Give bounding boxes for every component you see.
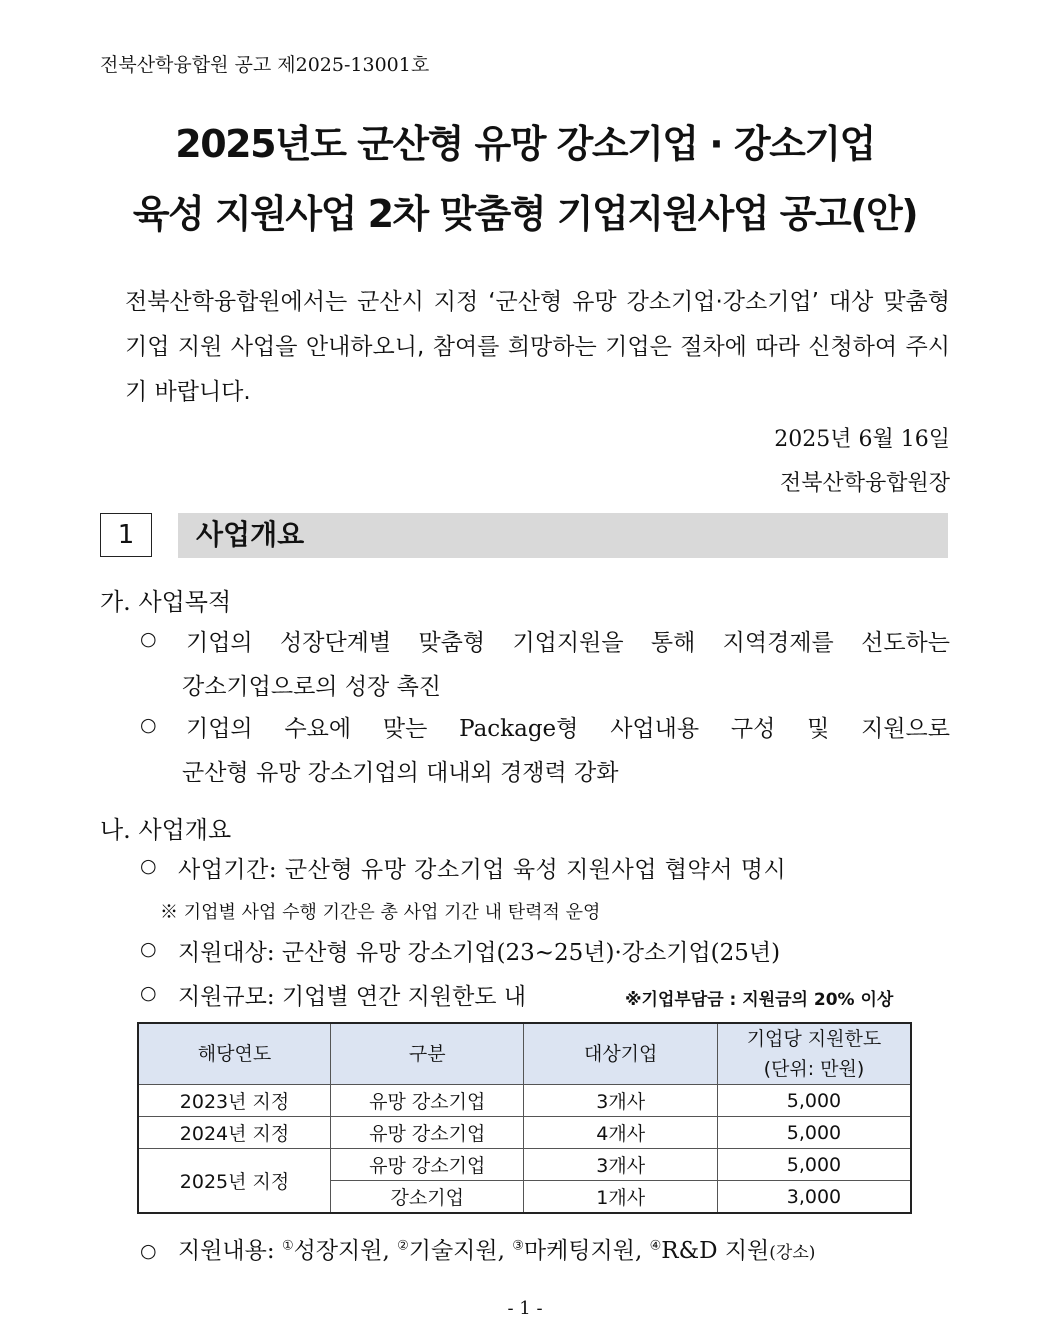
table-header-row xyxy=(138,1023,911,1085)
table-cell-type: 유망 강소기업 xyxy=(331,1085,524,1117)
table-cell-year: 2023년 지정 xyxy=(138,1085,331,1117)
table-header-type: 구분 xyxy=(331,1023,524,1085)
issuer: 전북산학융합원장 xyxy=(779,471,950,496)
overview-period-note: ※ 기업별 사업 수행 기간은 총 사업 기간 내 탄력적 운영 xyxy=(160,902,601,923)
table-cell-type: 유망 강소기업 xyxy=(331,1149,524,1181)
purpose-item-1-line-2: 강소기업으로의 성장 촉진 xyxy=(182,674,442,700)
table-cell-limit: 5,000 xyxy=(717,1085,911,1117)
purpose-item-2-line-2: 군산형 유망 강소기업의 대내외 경쟁력 강화 xyxy=(182,760,619,786)
bullet-icon: ○ xyxy=(140,714,157,736)
overview-period: 사업기간: 군산형 유망 강소기업 육성 지원사업 협약서 명시 xyxy=(178,857,787,883)
table-cell-limit: 5,000 xyxy=(717,1149,911,1181)
bullet-icon: ○ xyxy=(140,938,157,960)
bullet-icon: ○ xyxy=(140,628,157,650)
table-cell-type: 강소기업 xyxy=(331,1181,524,1214)
title-line-2: 육성 지원사업 2차 맞춤형 기업지원사업 공고(안) xyxy=(132,192,918,236)
table-header-limit xyxy=(717,1023,911,1085)
content-item: 성장지원, xyxy=(293,1238,390,1264)
table-cell-count: 4개사 xyxy=(524,1117,717,1149)
overview-scale-note: ※기업부담금 : 지원금의 20% 이상 xyxy=(625,990,894,1010)
title-line-1: 2025년도 군산형 유망 강소기업 · 강소기업 xyxy=(175,122,875,166)
table-cell-count: 3개사 xyxy=(524,1149,717,1181)
table-row xyxy=(138,1117,911,1149)
table-cell-count: 1개사 xyxy=(524,1181,717,1214)
table-cell-limit: 5,000 xyxy=(717,1117,911,1149)
content-item: R&D 지원 xyxy=(661,1238,770,1264)
table-header-count: 대상기업 xyxy=(524,1023,717,1085)
table-cell-type: 유망 강소기업 xyxy=(331,1117,524,1149)
purpose-heading: 가. 사업목적 xyxy=(100,588,232,616)
section-number: 1 xyxy=(100,513,152,557)
table-cell-year: 2025년 지정 xyxy=(138,1149,331,1214)
overview-target: 지원대상: 군산형 유망 강소기업(23~25년)·강소기업(25년) xyxy=(178,940,781,966)
table-row xyxy=(138,1149,911,1181)
content-suffix: (강소) xyxy=(769,1243,816,1263)
support-limit-table xyxy=(137,1022,912,1214)
bullet-icon: ○ xyxy=(140,855,157,877)
overview-heading: 나. 사업개요 xyxy=(100,816,232,844)
content-item-num: ③ xyxy=(512,1238,524,1254)
table-cell-year: 2024년 지정 xyxy=(138,1117,331,1149)
content-item-num: ④ xyxy=(649,1238,662,1254)
overview-scale: 지원규모: 기업별 연간 지원한도 내 xyxy=(178,984,527,1010)
table-row xyxy=(138,1085,911,1117)
overview-content-label: 지원내용: xyxy=(178,1238,275,1264)
table-header-unit: (단위: 만원) xyxy=(763,1058,865,1080)
table-header-limit-label: 기업당 지원한도 xyxy=(746,1028,882,1050)
table-header-year: 해당연도 xyxy=(138,1023,331,1085)
purpose-item-1-line-1: 기업의 성장단계별 맞춤형 기업지원을 통해 지역경제를 선도하는 xyxy=(186,630,950,656)
overview-content xyxy=(178,1232,815,1265)
content-item-num: ① xyxy=(281,1238,294,1254)
table-cell-limit: 3,000 xyxy=(717,1181,911,1214)
section-title: 사업개요 xyxy=(196,518,305,551)
bullet-icon: ○ xyxy=(140,982,157,1004)
intro-paragraph: 전북산학융합원에서는 군산시 지정 ‘군산형 유망 강소기업·강소기업’ 대상 맞춤형 기업 지원 사업을 안내하오니, 참여를 희망하는 기업은 절차에 따라 신청하여 주시기 바랍니다. xyxy=(125,289,950,405)
bullet-icon: ○ xyxy=(140,1240,157,1262)
content-item: 기술지원, xyxy=(408,1238,505,1264)
notice-date: 2025년 6월 16일 xyxy=(774,427,950,452)
table-cell-count: 3개사 xyxy=(524,1085,717,1117)
page-number: - 1 - xyxy=(507,1298,543,1319)
notice-number: 전북산학융합원 공고 제2025-13001호 xyxy=(100,54,430,76)
content-item-num: ② xyxy=(397,1238,409,1254)
purpose-item-2-line-1: 기업의 수요에 맞는 Package형 사업내용 구성 및 지원으로 xyxy=(186,716,950,742)
content-item: 마케팅지원, xyxy=(523,1238,643,1264)
